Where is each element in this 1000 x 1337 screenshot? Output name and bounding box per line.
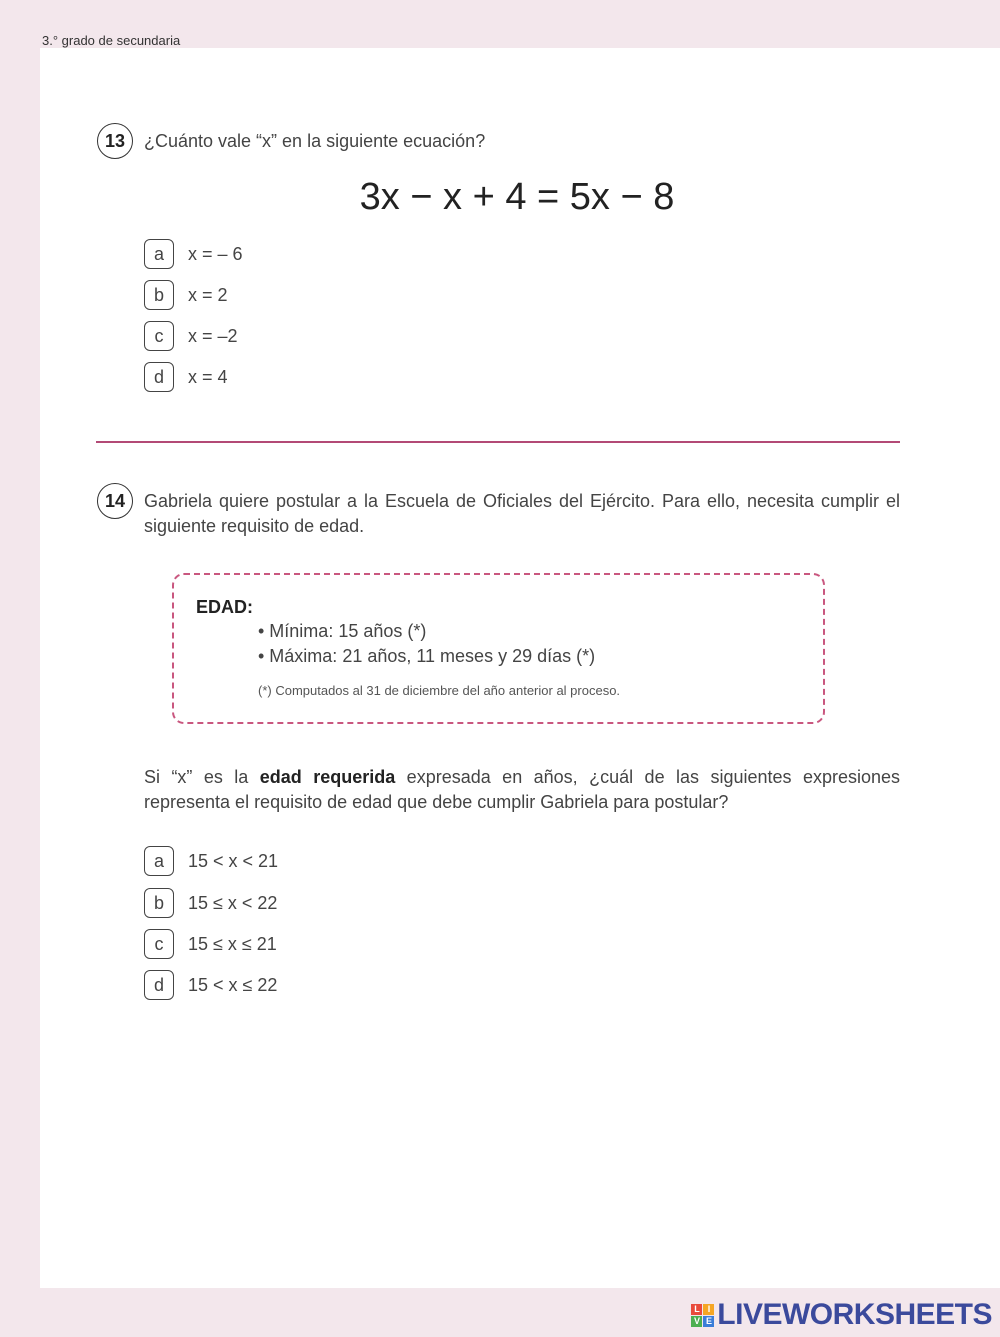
option-text: x = 4 (188, 366, 228, 387)
option-key[interactable]: a (144, 846, 174, 876)
section-divider (96, 441, 900, 443)
option-key[interactable]: c (144, 929, 174, 959)
q13-option-b[interactable] (144, 279, 228, 311)
logo-letter-e: E (703, 1316, 714, 1327)
q13-option-d[interactable] (144, 361, 228, 393)
bullet-minimum-age: • Mínima: 15 años (*) (258, 621, 427, 641)
question-13-equation: 3x − x + 4 = 5x − 8 (359, 176, 675, 218)
grade-label: 3.° grado de secundaria (42, 33, 181, 48)
question-text-post: expresada en años, ¿cuál de las siguientes expresiones representa el requisito de edad que debe cumplir Gabriela para postular? (144, 767, 900, 812)
age-requirement-box (172, 573, 825, 724)
q13-option-a[interactable] (144, 238, 243, 270)
option-text: x = –2 (188, 325, 238, 346)
q14-option-c[interactable] (144, 928, 277, 960)
q14-option-a[interactable] (144, 845, 278, 877)
option-text: 15 < x ≤ 22 (188, 974, 278, 995)
question-13-number: 13 (97, 123, 133, 159)
option-text: x = 2 (188, 284, 228, 305)
logo-letter-v: V (691, 1316, 702, 1327)
box-footnote: (*) Computados al 31 de diciembre del año anterior al proceso. (258, 683, 621, 698)
q14-option-b[interactable] (144, 887, 277, 919)
q13-option-c[interactable] (144, 320, 238, 352)
option-text: 15 < x < 21 (188, 850, 279, 871)
liveworksheets-logo-icon (691, 1304, 714, 1327)
logo-letter-i: I (703, 1304, 714, 1315)
question-14-number: 14 (97, 483, 133, 519)
liveworksheets-brand (691, 1298, 992, 1332)
bullet-maximum-age: • Máxima: 21 años, 11 meses y 29 días (*) (258, 646, 596, 666)
logo-letter-l: L (691, 1304, 702, 1315)
option-key[interactable]: b (144, 280, 174, 310)
option-key[interactable]: d (144, 970, 174, 1000)
option-key[interactable]: a (144, 239, 174, 269)
option-key[interactable]: d (144, 362, 174, 392)
brand-name: LIVEWORKSHEETS (717, 1298, 992, 1331)
q14-option-d[interactable] (144, 969, 277, 1001)
question-13-prompt: ¿Cuánto vale “x” en la siguiente ecuación? (144, 131, 486, 151)
question-14-prompt: Gabriela quiere postular a la Escuela de Oficiales del Ejército. Para ello, necesita cumplir el siguiente requisito de edad. (144, 491, 900, 536)
option-key[interactable]: c (144, 321, 174, 351)
question-text-bold: edad requerida (259, 767, 396, 787)
question-14-question (144, 765, 900, 815)
box-title: EDAD: (196, 597, 253, 617)
option-text: x = – 6 (188, 243, 243, 264)
option-key[interactable]: b (144, 888, 174, 918)
option-text: 15 ≤ x ≤ 21 (188, 933, 277, 954)
option-text: 15 ≤ x < 22 (188, 892, 278, 913)
question-text-pre: Si “x” es la (144, 767, 260, 787)
